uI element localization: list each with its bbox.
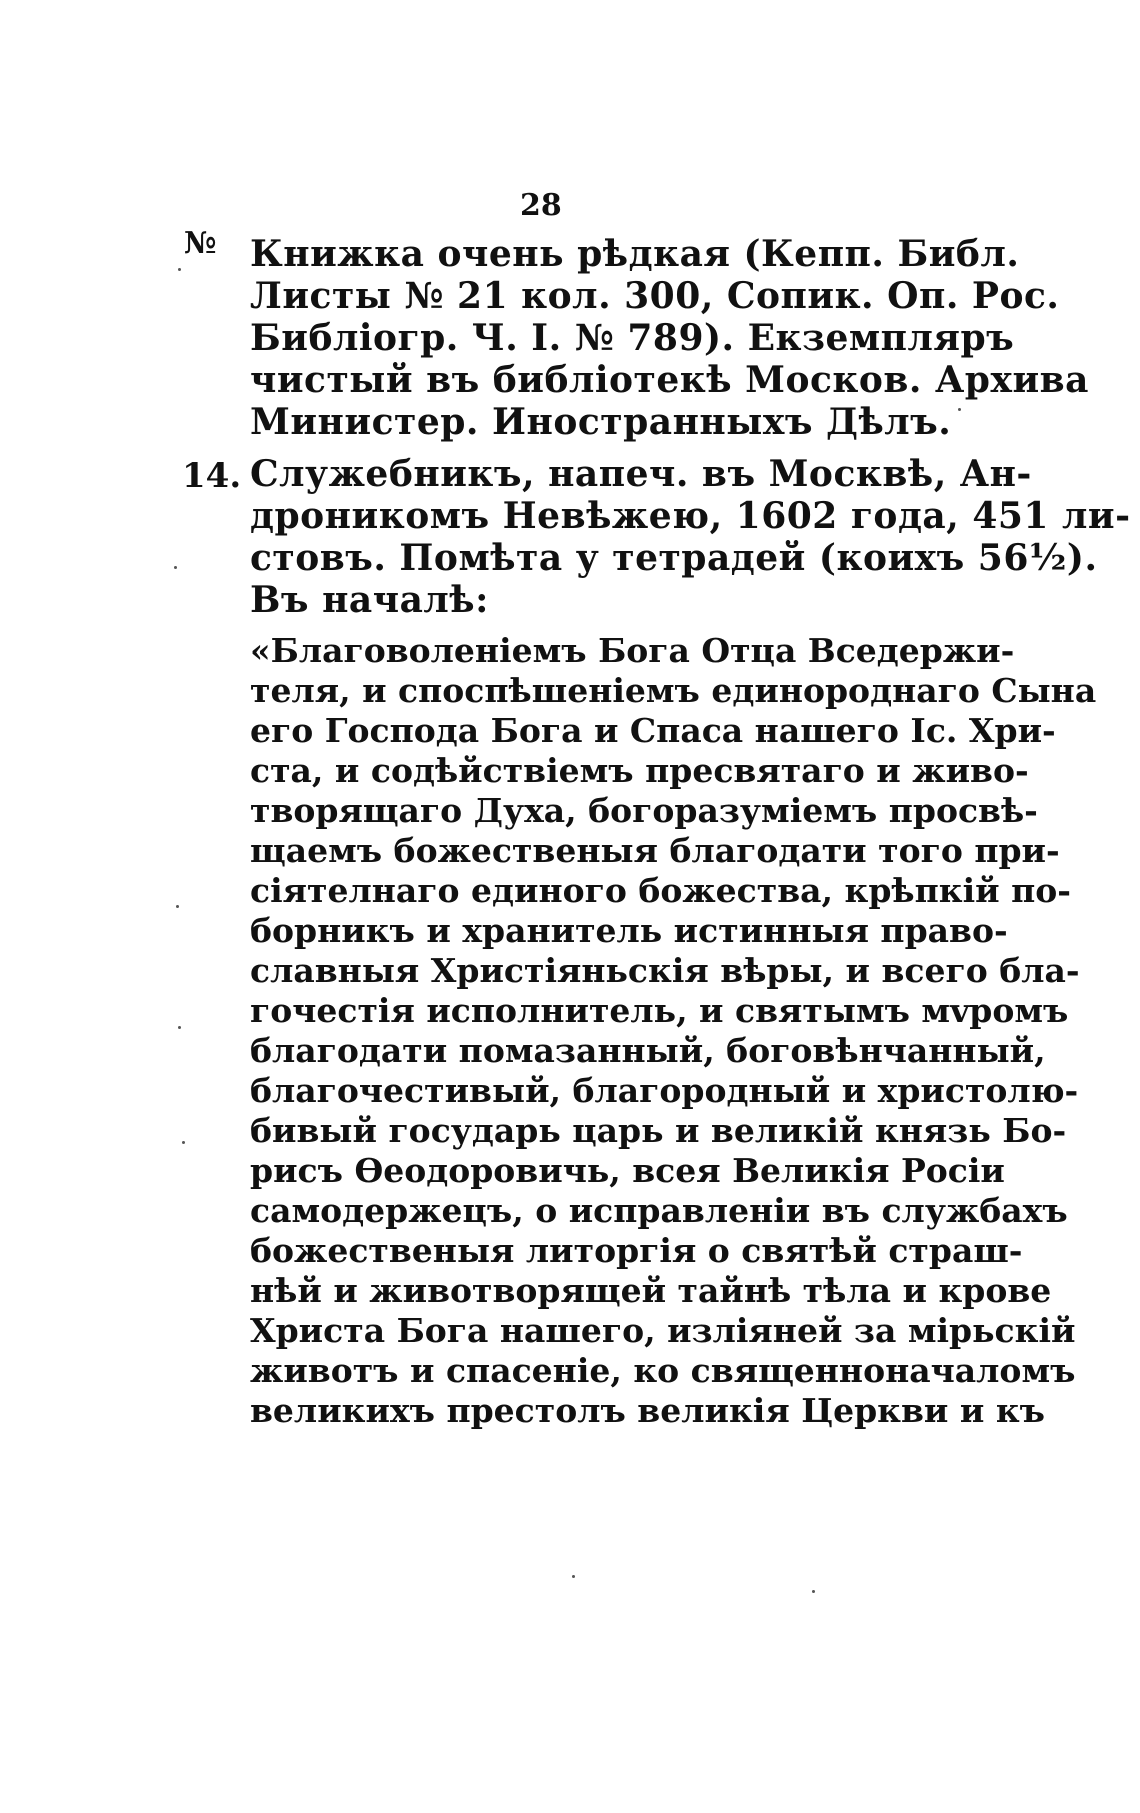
quote-line-20: великихъ престолъ великія Церкви и къ: [250, 1391, 1045, 1430]
quote-line-9: славныя Христіяньскія вѣры, и всего бла-: [250, 951, 1080, 990]
quote-line-3: его Господа Бога и Спаса нашего Іс. Хри-: [250, 711, 1056, 750]
scan-speck: [182, 1141, 185, 1144]
entry-14-line-3: стовъ. Помѣта у тетрадей (коихъ 56½).: [250, 537, 1098, 579]
quote-line-16: божественыя литоргія о святѣй страш-: [250, 1231, 1023, 1270]
paragraph-1-line-1: Книжка очень рѣдкая (Кепп. Библ.: [250, 233, 1020, 275]
quote-line-4: ста, и содѣйствіемъ пресвятаго и живо-: [250, 751, 1029, 790]
entry-14-line-2: дроникомъ Невѣжею, 1602 года, 451 ли-: [250, 495, 1131, 537]
scan-speck: [178, 1026, 181, 1029]
margin-number-mark: №: [184, 226, 217, 261]
quote-line-19: животъ и спасеніе, ко священноначаломъ: [250, 1351, 1076, 1390]
scan-speck: [572, 1575, 575, 1578]
scan-speck: [174, 566, 177, 569]
quote-line-10: гочестія исполнитель, и святымъ мvромъ: [250, 991, 1069, 1030]
entry-14-line-4: Въ началѣ:: [250, 579, 489, 621]
quote-line-11: благодати помазанный, боговѣнчанный,: [250, 1031, 1046, 1070]
quote-line-17: нѣй и животворящей тайнѣ тѣла и крове: [250, 1271, 1052, 1310]
scan-speck: [812, 1590, 815, 1593]
quote-line-2: теля, и споспѣшеніемъ единороднаго Сына: [250, 671, 1097, 710]
page-number: 28: [520, 188, 562, 223]
entry-14-line-1: Служебникъ, напеч. въ Москвѣ, Ан-: [250, 453, 1032, 495]
scan-speck: [176, 905, 179, 908]
paragraph-1-line-4: чистый въ библіотекѣ Москов. Архива: [250, 359, 1089, 401]
quote-line-5: творящаго Духа, богоразуміемъ просвѣ-: [250, 791, 1038, 830]
entry-number: 14.: [182, 456, 242, 496]
quote-line-12: благочестивый, благородный и христолю-: [250, 1071, 1079, 1110]
quote-line-1: «Благоволеніемъ Бога Отца Вседержи-: [250, 631, 1015, 670]
paragraph-1-line-5: Министер. Иностранныхъ Дѣлъ.: [250, 401, 952, 443]
quote-line-6: щаемъ божественыя благодати того при-: [250, 831, 1060, 870]
quote-line-18: Христа Бога нашего, изліяней за мірьскій: [250, 1311, 1076, 1350]
quote-line-14: рисъ Өеодоровичь, всея Великія Росіи: [250, 1151, 1005, 1190]
quote-line-8: борникъ и хранитель истинныя право-: [250, 911, 1008, 950]
quote-line-15: самодержецъ, о исправленіи въ службахъ: [250, 1191, 1068, 1230]
scan-speck: [958, 408, 961, 411]
scan-speck: [178, 268, 181, 271]
paragraph-1-line-2: Листы № 21 кол. 300, Сопик. Оп. Рос.: [250, 275, 1060, 317]
quote-line-13: бивый государь царь и великій князь Бо-: [250, 1111, 1067, 1150]
quote-line-7: сіятелнаго единого божества, крѣпкій по-: [250, 871, 1071, 910]
paragraph-1-line-3: Библіогр. Ч. I. № 789). Екземпляръ: [250, 317, 1015, 359]
